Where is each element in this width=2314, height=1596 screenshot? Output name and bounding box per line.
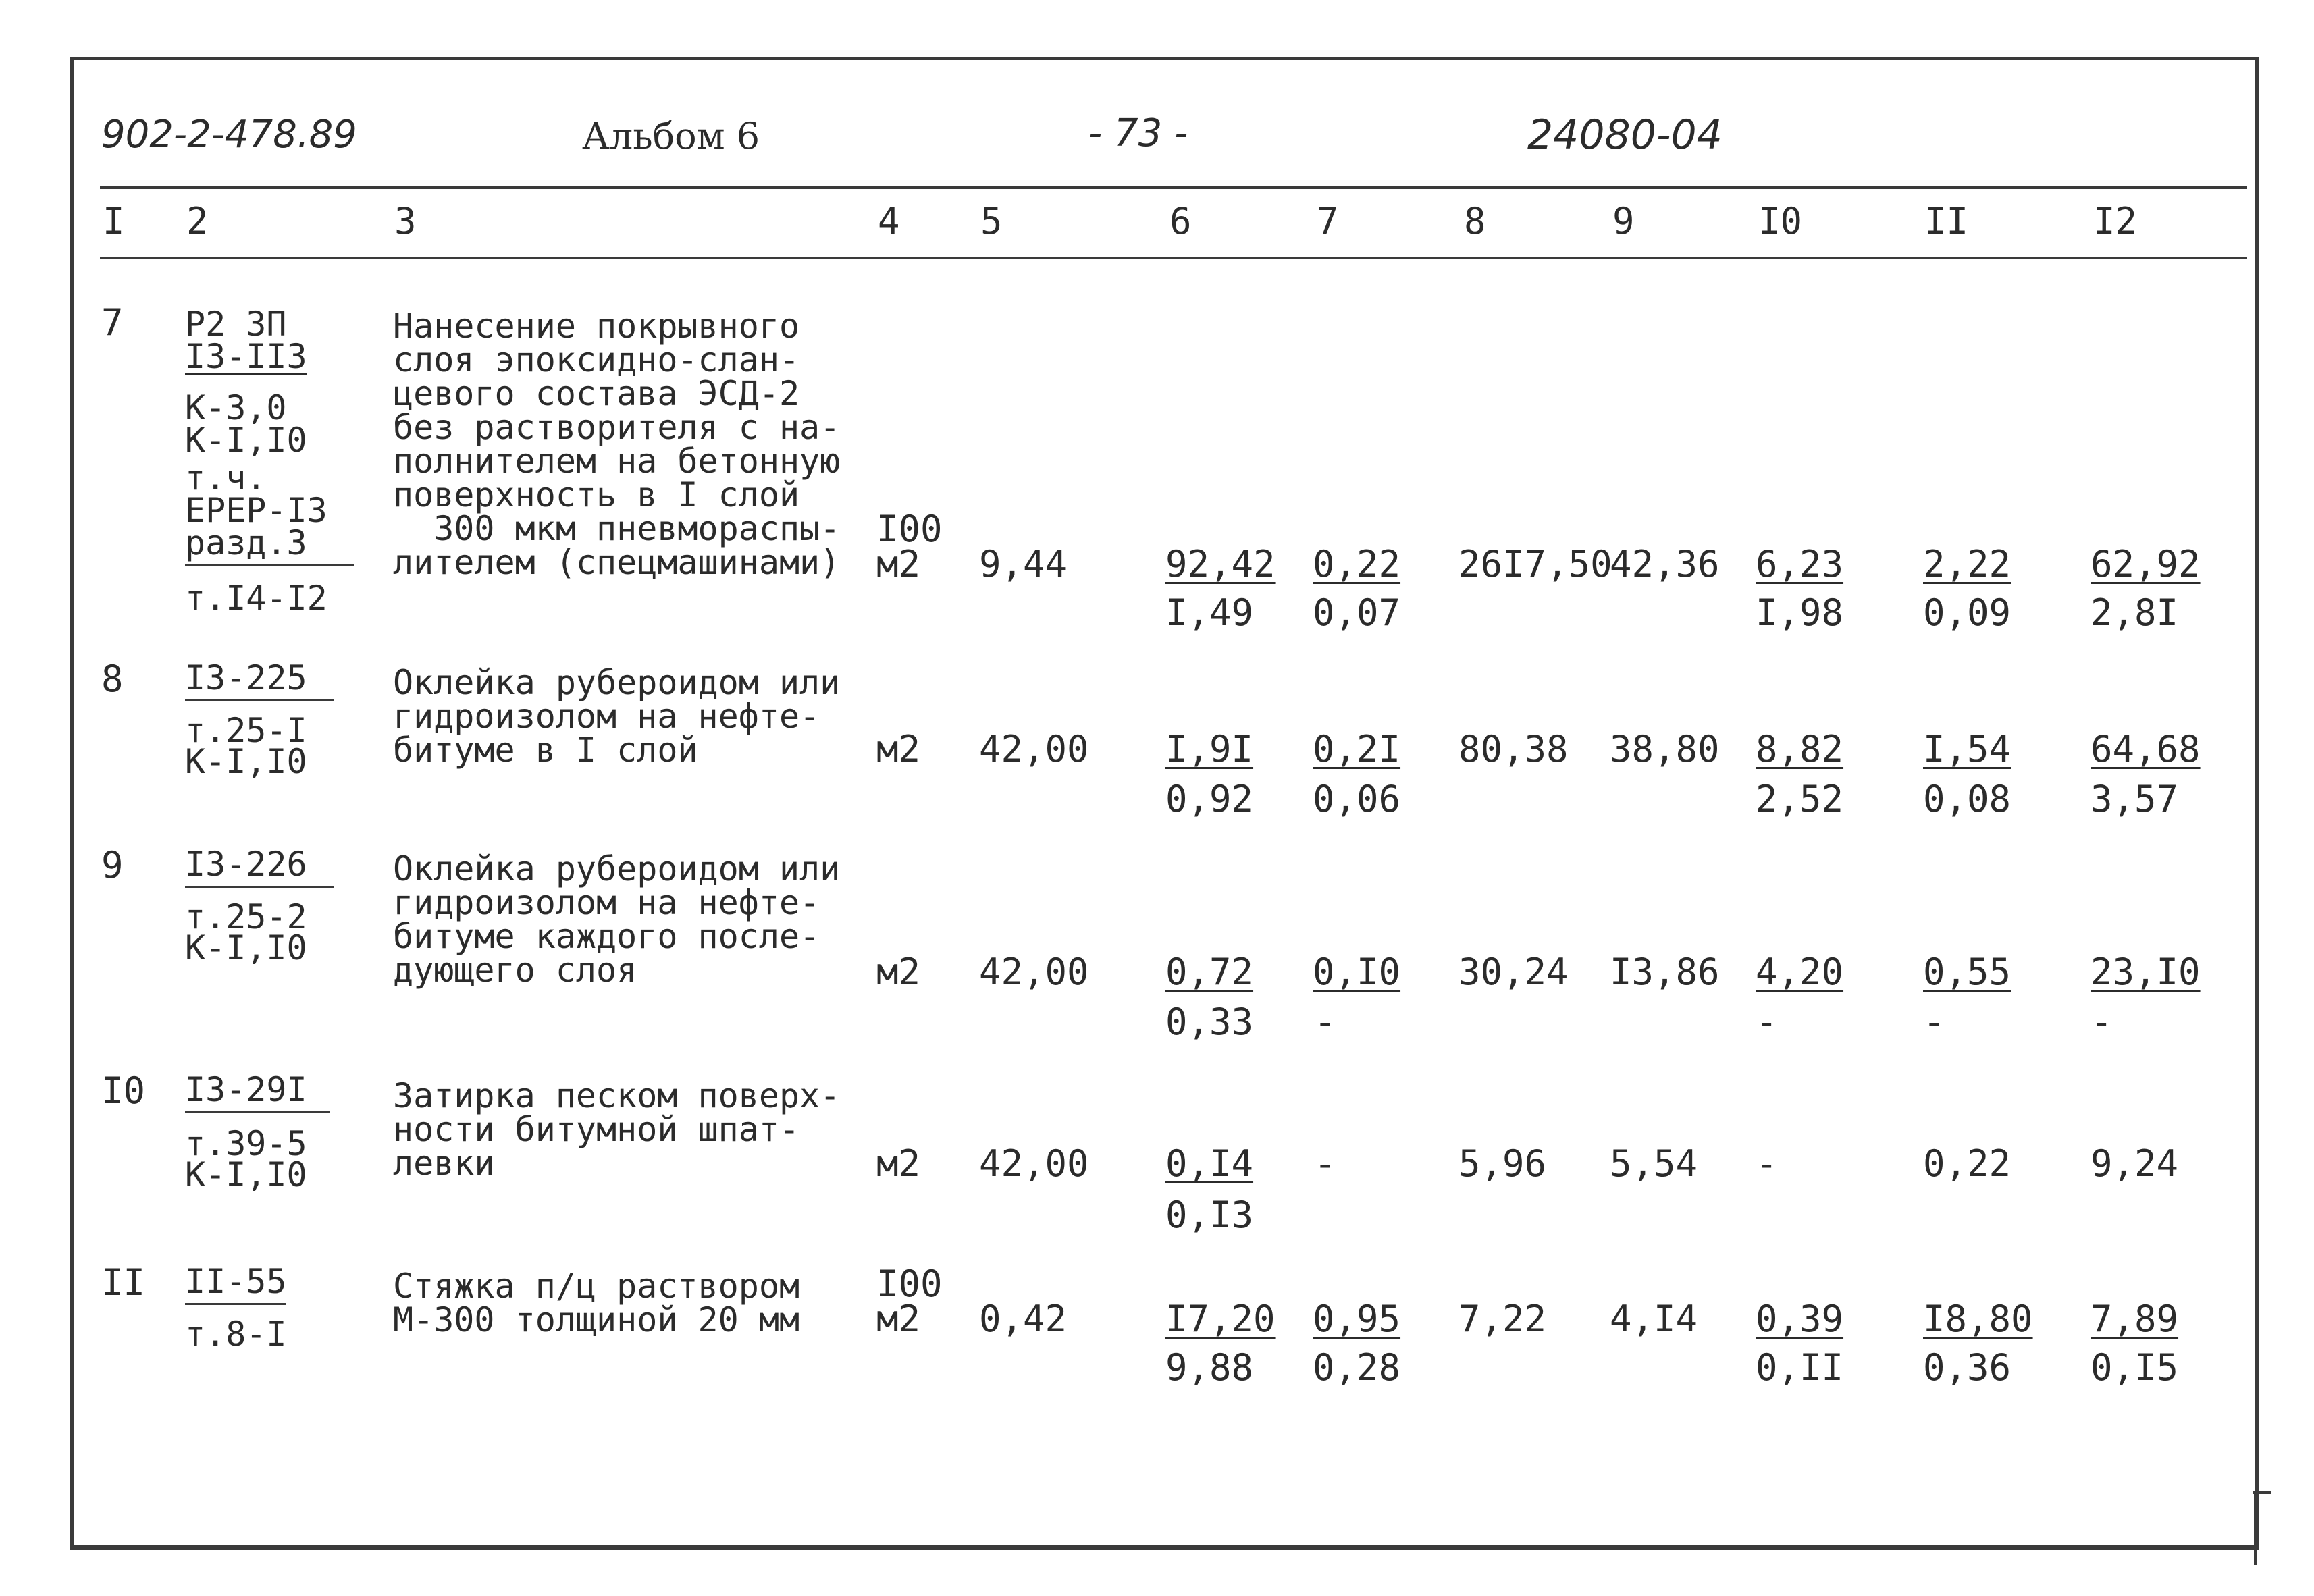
col-1-header: I [103,200,125,242]
row-number: II [101,1261,146,1304]
code-rule [185,564,354,566]
cell-6-top: 92,42 [1165,543,1276,585]
col-6-header: 6 [1169,200,1192,242]
cell-7: - [1314,1142,1336,1185]
cell-9: 42,36 [1610,543,1720,585]
cell-11: 0,22 [1923,1142,2011,1185]
sheet-code: 24080-04 [1527,111,1723,159]
work-description: цевого состава ЭСД-2 [393,374,800,413]
cell-10-bottom: - [1756,1001,1778,1043]
code-rule [185,1303,286,1305]
work-description: поверхность в I слой [393,475,800,514]
work-description: левки [393,1144,495,1183]
cell-11-bottom: 0,36 [1923,1346,2011,1389]
work-description: полнителем на бетонную [393,442,841,481]
col-3-header: 3 [394,200,417,242]
cell-6-bottom: 0,92 [1165,778,1254,820]
norm-code: т.I4-I2 [185,579,327,618]
work-description: Оклейка рубероидом или [393,849,841,888]
row-number: 8 [101,658,124,700]
unit: м2 [876,543,921,585]
norm-code: I3-226 [185,845,307,884]
work-description: без растворителя с на- [393,408,841,447]
cell-10-top: 4,20 [1756,951,1844,993]
cell-12-bottom: - [2091,1001,2113,1043]
unit: м2 [876,951,921,993]
cell-9: 38,80 [1610,728,1720,770]
row-number: 9 [101,844,124,886]
cell-7-top: 0,I0 [1313,951,1401,993]
unit: I00 [876,508,943,550]
norm-code: Р2 ЗП [185,304,287,344]
cell-7-bottom: - [1314,1001,1336,1043]
code-rule [185,1111,330,1113]
norm-code: ЕРЕР-I3 [185,491,327,530]
doc-code: 902-2-478.89 [101,113,357,157]
cell-6-bottom: 9,88 [1165,1346,1254,1389]
cell-6-bottom: 0,33 [1165,1001,1254,1043]
cell-11-top: I8,80 [1923,1298,2033,1340]
work-description: битуме в I слой [393,730,698,770]
cell-11-bottom: 0,09 [1923,591,2011,634]
cell-12-top: 62,92 [2091,543,2201,585]
cell-12-top: 23,I0 [2091,951,2201,993]
quantity: 0,42 [979,1298,1068,1340]
cell-10-top: 0,39 [1756,1298,1844,1340]
code-rule [185,699,334,701]
quantity: 42,00 [979,728,1089,770]
norm-code: т.39-5 [185,1124,307,1163]
col-4-header: 4 [878,200,900,242]
header-rule-bottom [100,257,2247,259]
unit: м2 [876,1298,921,1340]
cell-8: 7,22 [1458,1298,1547,1340]
cell-10-bottom: I,98 [1756,591,1844,634]
work-description: Затирка песком поверх- [393,1076,841,1115]
work-description: битуме каждого после- [393,917,820,956]
cell-6-top: 0,I4 [1165,1142,1254,1185]
norm-code: т.ч. [185,458,267,498]
cell-11-bottom: - [1923,1001,1945,1043]
work-description: гидроизолом на нефте- [393,697,820,736]
cell-9: 5,54 [1610,1142,1698,1185]
col-5-header: 5 [980,200,1003,242]
cell-6-bottom: I,49 [1165,591,1254,634]
cell-12-bottom: 3,57 [2091,778,2179,820]
work-description: дующего слоя [393,951,637,990]
quantity: 9,44 [979,543,1068,585]
norm-code: I3-225 [185,658,307,697]
quantity: 42,00 [979,951,1089,993]
cell-12-top: 7,89 [2091,1298,2179,1340]
cell-7-bottom: 0,06 [1313,778,1401,820]
work-description: лителем (спецмашинами) [393,543,841,582]
norm-code: К-I,I0 [185,928,307,967]
unit: м2 [876,1142,921,1185]
norm-code: К-I,I0 [185,1155,307,1194]
quantity: 42,00 [979,1142,1089,1185]
cell-8: 80,38 [1458,728,1569,770]
cell-10-bottom: 0,II [1756,1346,1844,1389]
work-description: ности битумной шпат- [393,1110,800,1149]
cell-9: 4,I4 [1610,1298,1698,1340]
col-7-header: 7 [1317,200,1339,242]
norm-code: I3-II3 [185,337,307,376]
norm-code: К-3,0 [185,388,287,427]
cell-12-bottom: 2,8I [2091,591,2179,634]
work-description: слоя эпоксидно-слан- [393,340,800,379]
cell-6-top: I7,20 [1165,1298,1276,1340]
work-description: Нанесение покрывного [393,307,800,346]
row-number: 7 [101,301,124,344]
cell-8: 30,24 [1458,951,1569,993]
cell-7-top: 0,95 [1313,1298,1401,1340]
header-rule-top [100,186,2247,189]
cell-10-top: 8,82 [1756,728,1844,770]
cell-10-bottom: 2,52 [1756,778,1844,820]
work-description: 300 мкм пневмораспы- [393,509,841,548]
norm-code: т.8-I [185,1314,287,1354]
norm-code: К-I,I0 [185,742,307,781]
cell-7-top: 0,22 [1313,543,1401,585]
cell-12-bottom: 0,I5 [2091,1346,2179,1389]
cell-7-top: 0,2I [1313,728,1401,770]
norm-code: II-55 [185,1262,287,1301]
cell-8: 5,96 [1458,1142,1547,1185]
code-rule [185,886,334,888]
cell-10-top: 6,23 [1756,543,1844,585]
col-11-header: II [1924,200,1969,242]
cell-9: I3,86 [1610,951,1720,993]
norm-code: т.25-2 [185,897,307,936]
cell-6-top: I,9I [1165,728,1254,770]
work-description: гидроизолом на нефте- [393,883,820,922]
cell-10: - [1756,1142,1778,1185]
cell-12-top: 64,68 [2091,728,2201,770]
cell-8: 26I7,50 [1458,543,1612,585]
col-10-header: I0 [1758,200,1803,242]
col-12-header: I2 [2093,200,2138,242]
cell-11-top: 0,55 [1923,951,2011,993]
norm-code: I3-29I [185,1070,307,1109]
norm-code: К-I,I0 [185,421,307,460]
cell-11-top: 2,22 [1923,543,2011,585]
work-description: М-300 толщиной 20 мм [393,1300,800,1339]
album-label: Альбом 6 [582,115,760,157]
frame-notch-vertical [2254,1491,2257,1565]
cell-6-top: 0,72 [1165,951,1254,993]
norm-code: т.25-I [185,711,307,750]
col-2-header: 2 [186,200,209,242]
work-description: Оклейка рубероидом или [393,663,841,702]
cell-11-top: I,54 [1923,728,2011,770]
unit: м2 [876,728,921,770]
cell-12: 9,24 [2091,1142,2179,1185]
page-number: - 73 - [1088,111,1188,155]
row-number: I0 [101,1069,146,1112]
col-9-header: 9 [1612,200,1635,242]
cell-7-bottom: 0,28 [1313,1346,1401,1389]
col-8-header: 8 [1464,200,1486,242]
unit: I00 [876,1262,943,1305]
cell-11-bottom: 0,08 [1923,778,2011,820]
cell-7-bottom: 0,07 [1313,591,1401,634]
norm-code: разд.3 [185,523,307,562]
cell-6-bottom: 0,I3 [1165,1194,1254,1236]
work-description: Стяжка п/ц раствором [393,1267,800,1306]
